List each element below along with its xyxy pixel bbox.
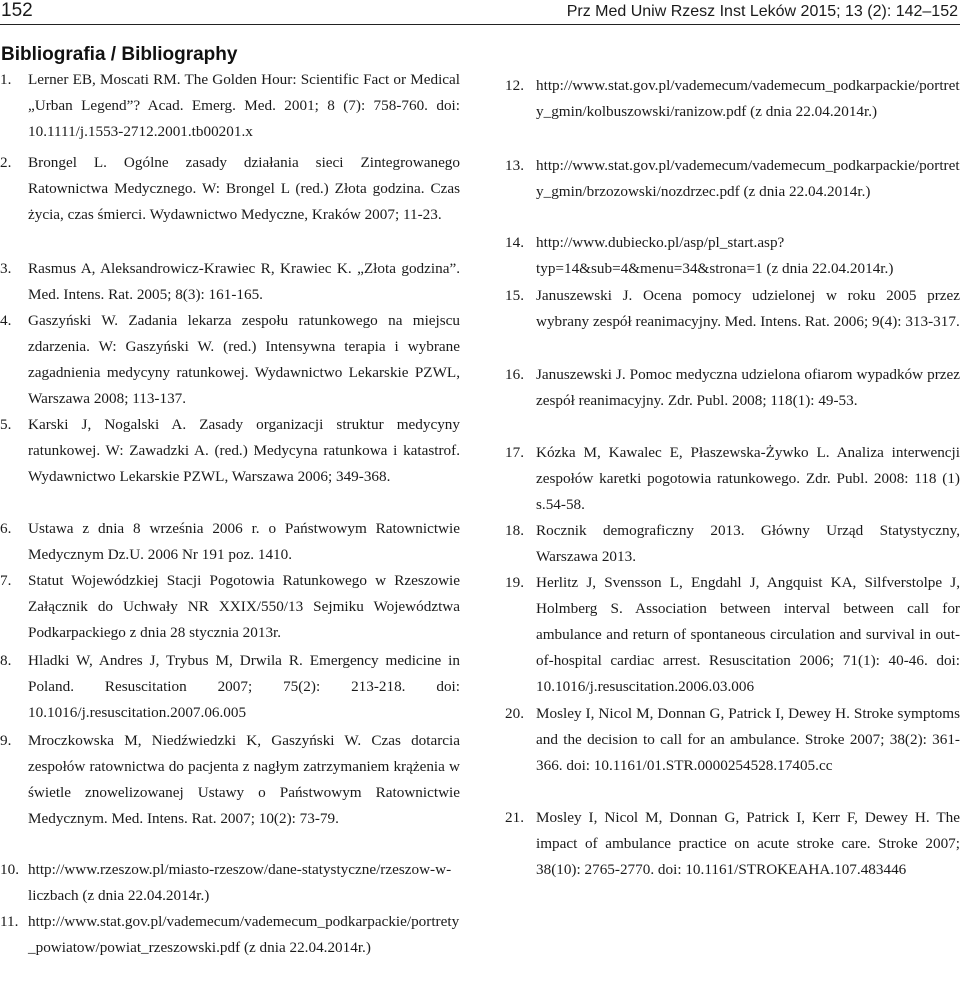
reference-item (505, 283, 960, 335)
reference-text: Rasmus A, Aleksandrowicz-Krawiec R, Krawiec K. „Złota godzina”. Med. Intens. Rat. 2005; 8(3): 161-165. (28, 260, 460, 303)
reference-number: 7. (0, 572, 12, 589)
reference-text: Mroczkowska M, Niedźwiedzki K, Gaszyński W. Czas dotarcia zespołów ratownictwa do pacjenta z nagłym zatrzymaniem krążenia w świetle znowelizowanej Ustawy o Państwowym Ratownictwie Medycznym. Med. Intens. Rat. 2007; 10(2): 73-79. (28, 732, 460, 827)
reference-item (505, 518, 960, 570)
reference-item (505, 362, 960, 414)
reference-item (0, 516, 460, 568)
reference-number: 4. (0, 312, 12, 329)
reference-text: http://www.dubiecko.pl/asp/pl_start.asp?typ=14&sub=4&menu=34&strona=1 (z dnia 22.04.2014r.) (536, 234, 894, 277)
reference-text: Mosley I, Nicol M, Donnan G, Patrick I, Kerr F, Dewey H. The impact of ambulance practice on acute stroke care. Stroke 2007; 38(10): 2765-2770. doi: 10.1161/STROKEAHA.107.483446 (536, 809, 960, 878)
reference-number: 5. (0, 416, 12, 433)
reference-text: Hladki W, Andres J, Trybus M, Drwila R. Emergency medicine in Poland. Resuscitation 2007; 75(2): 213-218. doi: 10.1016/j.resuscitation.2007.06.005 (28, 652, 460, 721)
reference-item (505, 73, 960, 125)
page-header (0, 0, 960, 26)
reference-item (0, 67, 460, 145)
reference-text: Gaszyński W. Zadania lekarza zespołu ratunkowego na miejscu zdarzenia. W: Gaszyński W. (red.) Intensywna terapia i wybrane zagadnienia medycyny ratunkowej. Wydawnictwo Lekarskie PZWL, Warszawa 2008; 113-137. (28, 312, 460, 407)
reference-text: http://www.rzeszow.pl/miasto-rzeszow/dane-statystyczne/rzeszow-w-liczbach (z dnia 22.04.2014r.) (28, 861, 452, 904)
reference-item (505, 570, 960, 700)
reference-item (0, 648, 460, 726)
reference-number: 9. (0, 732, 12, 749)
reference-text: Herlitz J, Svensson L, Engdahl J, Angquist KA, Silfverstolpe J, Holmberg S. Association between interval between call for ambulance and return of spontaneous circulation and survival in out-of-hospital cardiac arrest. Resuscitation 2006; 71(1): 40-46. doi: 10.1016/j.resuscitation.2006.03.006 (536, 574, 960, 695)
reference-number: 16. (505, 366, 524, 383)
reference-item (505, 701, 960, 779)
reference-number: 14. (505, 234, 524, 251)
reference-number: 15. (505, 287, 524, 304)
reference-number: 21. (505, 809, 524, 826)
reference-item (0, 857, 460, 909)
reference-text: Kózka M, Kawalec E, Płaszewska-Żywko L. Analiza interwencji zespołów karetki pogotowia ratunkowego. Zdr. Publ. 2008: 118 (1) s.54-58. (536, 444, 960, 513)
reference-text: http://www.stat.gov.pl/vademecum/vademecum_podkarpackie/portrety_gmin/kolbuszowski/ranizow.pdf (z dnia 22.04.2014r.) (536, 77, 960, 120)
reference-number: 20. (505, 705, 524, 722)
reference-item (505, 230, 960, 282)
reference-item (0, 150, 460, 228)
reference-item (0, 909, 460, 961)
reference-text: Karski J, Nogalski A. Zasady organizacji struktur medycyny ratunkowej. W: Zawadzki A. (red.) Medycyna ratunkowa i katastrof. Wydawnictwo Lekarskie PZWL, Warszawa 2006; 349-368. (28, 416, 460, 485)
reference-text: http://www.stat.gov.pl/vademecum/vademecum_podkarpackie/portrety_gmin/brzozowski/nozdrzec.pdf (z dnia 22.04.2014r.) (536, 157, 960, 200)
reference-number: 2. (0, 154, 12, 171)
reference-text: Mosley I, Nicol M, Donnan G, Patrick I, Dewey H. Stroke symptoms and the decision to call for an ambulance. Stroke 2007; 38(2): 361-366. doi: 10.1161/01.STR.0000254528.17405.cc (536, 705, 960, 774)
reference-text: Lerner EB, Moscati RM. The Golden Hour: Scientific Fact or Medical „Urban Legend”? Acad. Emerg. Med. 2001; 8 (7): 758-760. doi: 10.1111/j.1553-2712.2001.tb00201.x (28, 71, 460, 140)
reference-item (0, 308, 460, 412)
reference-item (0, 256, 460, 308)
reference-number: 19. (505, 574, 524, 591)
reference-number: 10. (0, 861, 19, 878)
reference-item (0, 728, 460, 832)
bibliography-heading: Bibliografia / Bibliography (1, 44, 238, 65)
reference-number: 12. (505, 77, 524, 94)
reference-number: 3. (0, 260, 12, 277)
reference-text: Brongel L. Ogólne zasady działania sieci Zintegrowanego Ratownictwa Medycznego. W: Brongel L (red.) Złota godzina. Czas życia, czas śmierci. Wydawnictwo Medyczne, Kraków 2007; 11-23. (28, 154, 460, 223)
reference-number: 6. (0, 520, 12, 537)
reference-number: 13. (505, 157, 524, 174)
reference-number: 1. (0, 71, 12, 88)
reference-text: Rocznik demograficzny 2013. Główny Urząd Statystyczny, Warszawa 2013. (536, 522, 960, 565)
header-rule (0, 24, 960, 25)
reference-text: Ustawa z dnia 8 września 2006 r. o Państwowym Ratownictwie Medycznym Dz.U. 2006 Nr 191 poz. 1410. (28, 520, 460, 563)
reference-number: 11. (0, 913, 19, 930)
reference-text: Januszewski J. Pomoc medyczna udzielona ofiarom wypadków przez zespół reanimacyjny. Zdr. Publ. 2008; 118(1): 49-53. (536, 366, 960, 409)
reference-item (505, 153, 960, 205)
reference-item (505, 805, 960, 883)
reference-text: http://www.stat.gov.pl/vademecum/vademecum_podkarpackie/portrety_powiatow/powiat_rzeszowski.pdf (z dnia 22.04.2014r.) (28, 913, 460, 956)
reference-number: 8. (0, 652, 12, 669)
reference-item (0, 412, 460, 490)
reference-item (505, 440, 960, 518)
reference-text: Januszewski J. Ocena pomocy udzielonej w roku 2005 przez wybrany zespół reanimacyjny. Med. Intens. Rat. 2006; 9(4): 313-317. (536, 287, 960, 330)
journal-running-head: Prz Med Uniw Rzesz Inst Leków 2015; 13 (2): 142–152 (566, 3, 958, 20)
page-number: 152 (1, 0, 33, 21)
reference-item (0, 568, 460, 646)
reference-number: 17. (505, 444, 524, 461)
reference-number: 18. (505, 522, 524, 539)
reference-text: Statut Wojewódzkiej Stacji Pogotowia Ratunkowego w Rzeszowie Załącznik do Uchwały NR XXIX/550/13 Sejmiku Województwa Podkarpackiego z dnia 28 stycznia 2013r. (28, 572, 460, 641)
